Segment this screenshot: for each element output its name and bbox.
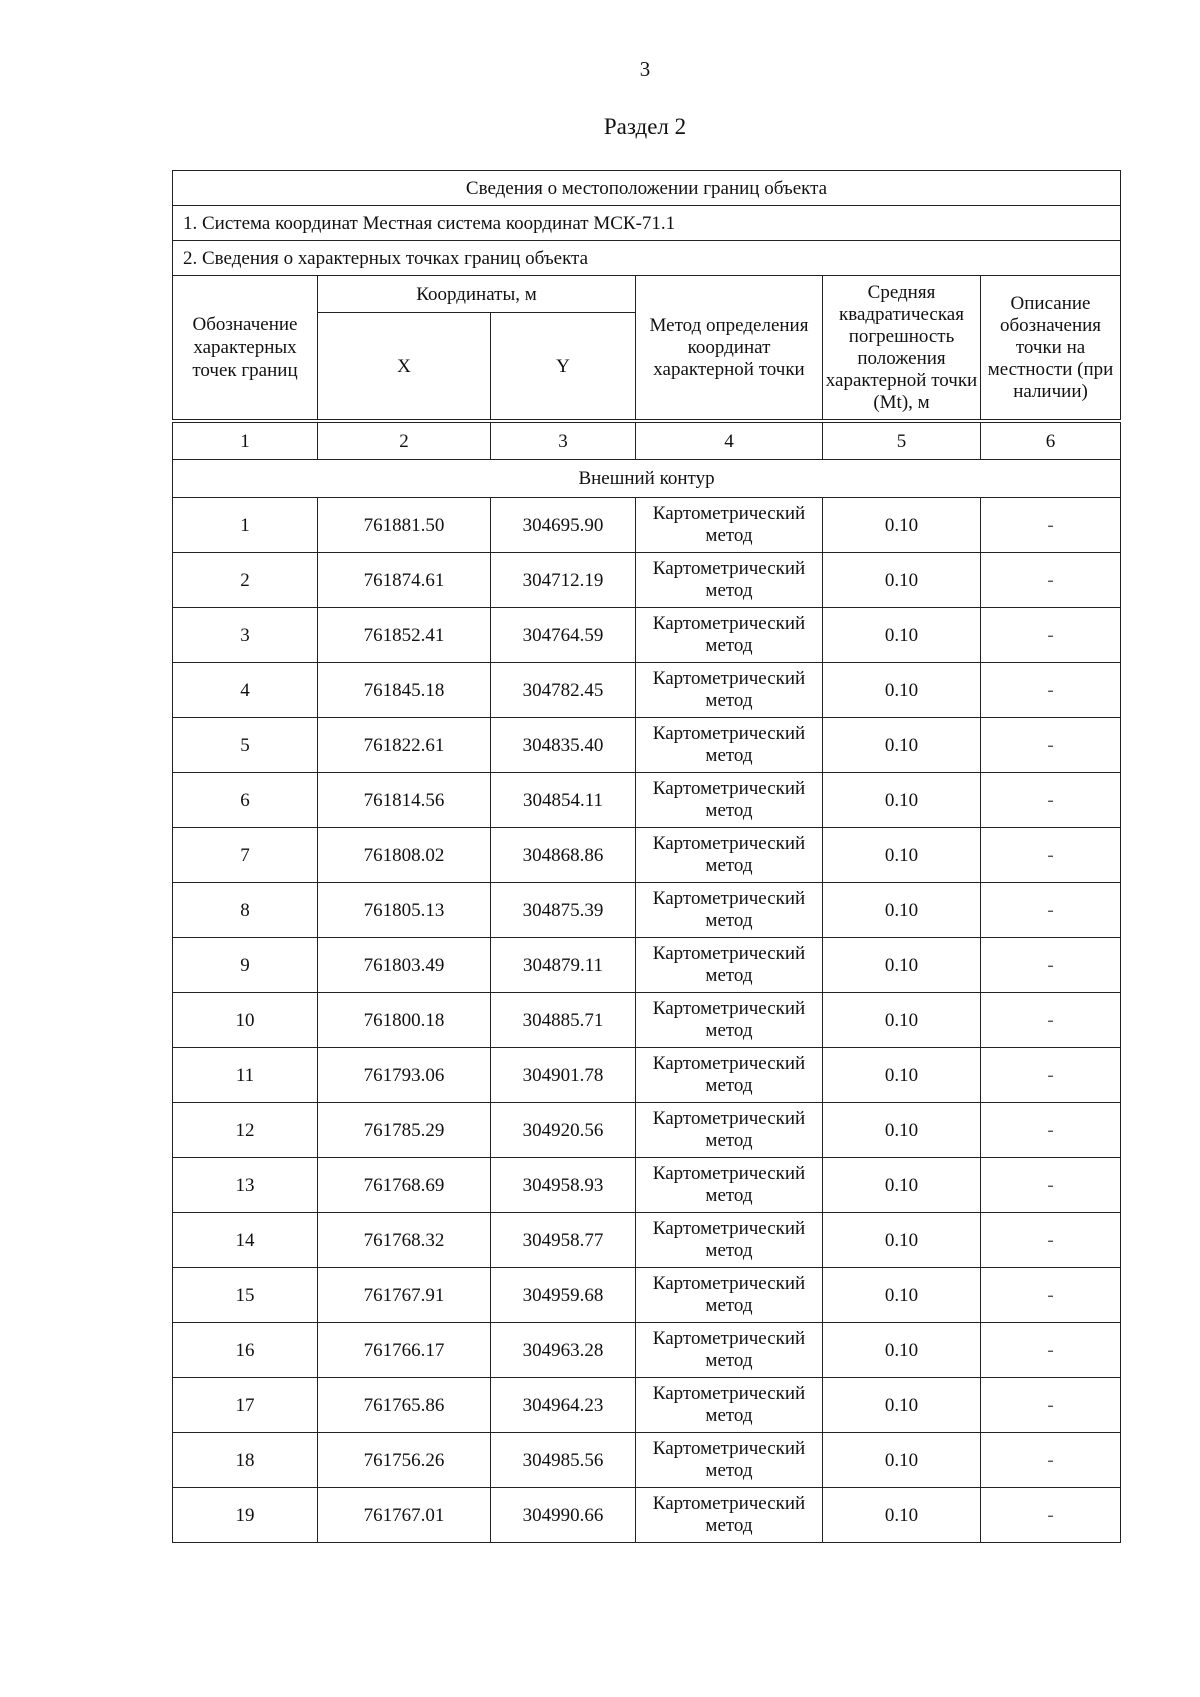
method: Картометрический метод	[636, 663, 823, 718]
coord-y: 304958.93	[491, 1158, 636, 1213]
point-number: 12	[173, 1103, 318, 1158]
header-row	[173, 276, 1121, 313]
coord-y: 304835.40	[491, 718, 636, 773]
coord-x: 761785.29	[318, 1103, 491, 1158]
method: Картометрический метод	[636, 1048, 823, 1103]
column-number: 6	[981, 421, 1121, 460]
point-number: 15	[173, 1268, 318, 1323]
header-x: X	[318, 313, 491, 422]
description: -	[981, 608, 1121, 663]
error-mt: 0.10	[823, 1158, 981, 1213]
coord-x: 761814.56	[318, 773, 491, 828]
description: -	[981, 1378, 1121, 1433]
description: -	[981, 828, 1121, 883]
header-description: Описание обозначения точки на местности (при наличии)	[981, 276, 1121, 422]
method: Картометрический метод	[636, 1158, 823, 1213]
table-row	[173, 773, 1121, 828]
coord-y: 304920.56	[491, 1103, 636, 1158]
coord-y: 304990.66	[491, 1488, 636, 1543]
section-title: Раздел 2	[603, 114, 687, 139]
description: -	[981, 883, 1121, 938]
column-number: 4	[636, 421, 823, 460]
table-row	[173, 1323, 1121, 1378]
contour-label: Внешний контур	[173, 460, 1121, 498]
coord-y: 304695.90	[491, 498, 636, 553]
header-method: Метод определения координат характерной точки	[636, 276, 823, 422]
point-number: 10	[173, 993, 318, 1048]
header-coordinates: Координаты, м	[318, 276, 636, 313]
header-point-designation: Обозначение характерных точек границ	[173, 276, 318, 422]
column-number: 5	[823, 421, 981, 460]
error-mt: 0.10	[823, 1268, 981, 1323]
coord-x: 761808.02	[318, 828, 491, 883]
coord-x: 761793.06	[318, 1048, 491, 1103]
error-mt: 0.10	[823, 663, 981, 718]
point-number: 18	[173, 1433, 318, 1488]
table-row	[173, 718, 1121, 773]
description: -	[981, 773, 1121, 828]
method: Картометрический метод	[636, 883, 823, 938]
table-row	[173, 1158, 1121, 1213]
coord-y: 304875.39	[491, 883, 636, 938]
method: Картометрический метод	[636, 1103, 823, 1158]
error-mt: 0.10	[823, 498, 981, 553]
coord-y: 304764.59	[491, 608, 636, 663]
method: Картометрический метод	[636, 773, 823, 828]
coord-y: 304985.56	[491, 1433, 636, 1488]
coord-y: 304964.23	[491, 1378, 636, 1433]
contour-row	[173, 460, 1121, 498]
description: -	[981, 1048, 1121, 1103]
coord-x: 761766.17	[318, 1323, 491, 1378]
error-mt: 0.10	[823, 883, 981, 938]
description: -	[981, 553, 1121, 608]
method: Картометрический метод	[636, 498, 823, 553]
coord-y: 304901.78	[491, 1048, 636, 1103]
method: Картометрический метод	[636, 993, 823, 1048]
coord-y: 304885.71	[491, 993, 636, 1048]
point-number: 17	[173, 1378, 318, 1433]
coord-x: 761852.41	[318, 608, 491, 663]
point-number: 8	[173, 883, 318, 938]
description: -	[981, 1488, 1121, 1543]
table-row	[173, 883, 1121, 938]
error-mt: 0.10	[823, 993, 981, 1048]
error-mt: 0.10	[823, 938, 981, 993]
method: Картометрический метод	[636, 1268, 823, 1323]
column-numbers-row	[173, 421, 1121, 460]
method: Картометрический метод	[636, 718, 823, 773]
coord-x: 761805.13	[318, 883, 491, 938]
description: -	[981, 1158, 1121, 1213]
point-number: 4	[173, 663, 318, 718]
coord-y: 304712.19	[491, 553, 636, 608]
points-heading-row	[173, 241, 1121, 276]
table-row	[173, 938, 1121, 993]
method: Картометрический метод	[636, 1213, 823, 1268]
description: -	[981, 1268, 1121, 1323]
table-row	[173, 663, 1121, 718]
error-mt: 0.10	[823, 1213, 981, 1268]
column-number: 3	[491, 421, 636, 460]
error-mt: 0.10	[823, 1378, 981, 1433]
coordinate-system: 1. Система координат Местная система координат МСК-71.1	[173, 206, 1121, 241]
description: -	[981, 993, 1121, 1048]
coord-y: 304854.11	[491, 773, 636, 828]
table-row	[173, 498, 1121, 553]
method: Картометрический метод	[636, 553, 823, 608]
coordinate-system-row	[173, 206, 1121, 241]
point-number: 14	[173, 1213, 318, 1268]
point-number: 2	[173, 553, 318, 608]
coord-x: 761768.32	[318, 1213, 491, 1268]
method: Картометрический метод	[636, 1433, 823, 1488]
table-row	[173, 1048, 1121, 1103]
coord-y: 304782.45	[491, 663, 636, 718]
method: Картометрический метод	[636, 1323, 823, 1378]
header-error: Средняя квадратическая погрешность положения характерной точки (Mt), м	[823, 276, 981, 422]
method: Картометрический метод	[636, 938, 823, 993]
table-row	[173, 993, 1121, 1048]
coord-y: 304959.68	[491, 1268, 636, 1323]
description: -	[981, 938, 1121, 993]
table-row	[173, 1268, 1121, 1323]
coord-y: 304963.28	[491, 1323, 636, 1378]
point-number: 9	[173, 938, 318, 993]
table-row	[173, 1488, 1121, 1543]
column-number: 1	[173, 421, 318, 460]
error-mt: 0.10	[823, 1433, 981, 1488]
error-mt: 0.10	[823, 553, 981, 608]
coord-x: 761800.18	[318, 993, 491, 1048]
error-mt: 0.10	[823, 828, 981, 883]
coord-x: 761765.86	[318, 1378, 491, 1433]
method: Картометрический метод	[636, 1378, 823, 1433]
point-number: 19	[173, 1488, 318, 1543]
table-row	[173, 608, 1121, 663]
coord-y: 304879.11	[491, 938, 636, 993]
error-mt: 0.10	[823, 718, 981, 773]
table-row	[173, 1213, 1121, 1268]
description: -	[981, 1323, 1121, 1378]
point-number: 11	[173, 1048, 318, 1103]
table-row	[173, 1433, 1121, 1488]
method: Картометрический метод	[636, 1488, 823, 1543]
method: Картометрический метод	[636, 828, 823, 883]
error-mt: 0.10	[823, 1048, 981, 1103]
column-number: 2	[318, 421, 491, 460]
table-row	[173, 553, 1121, 608]
header-y: Y	[491, 313, 636, 422]
table-row	[173, 828, 1121, 883]
coord-x: 761874.61	[318, 553, 491, 608]
coord-x: 761756.26	[318, 1433, 491, 1488]
coord-x: 761767.01	[318, 1488, 491, 1543]
coord-x: 761845.18	[318, 663, 491, 718]
error-mt: 0.10	[823, 608, 981, 663]
error-mt: 0.10	[823, 1103, 981, 1158]
description: -	[981, 498, 1121, 553]
error-mt: 0.10	[823, 773, 981, 828]
table-row	[173, 1378, 1121, 1433]
points-heading: 2. Сведения о характерных точках границ объекта	[173, 241, 1121, 276]
description: -	[981, 663, 1121, 718]
point-number: 16	[173, 1323, 318, 1378]
page-number: 3	[639, 57, 651, 81]
description: -	[981, 1103, 1121, 1158]
boundary-points-table	[172, 170, 1121, 1543]
point-number: 6	[173, 773, 318, 828]
point-number: 13	[173, 1158, 318, 1213]
error-mt: 0.10	[823, 1488, 981, 1543]
point-number: 1	[173, 498, 318, 553]
point-number: 7	[173, 828, 318, 883]
coord-x: 761881.50	[318, 498, 491, 553]
description: -	[981, 718, 1121, 773]
table-title-row	[173, 171, 1121, 206]
table-title: Сведения о местоположении границ объекта	[173, 171, 1121, 206]
description: -	[981, 1213, 1121, 1268]
coord-x: 761803.49	[318, 938, 491, 993]
error-mt: 0.10	[823, 1323, 981, 1378]
coord-y: 304868.86	[491, 828, 636, 883]
coord-x: 761822.61	[318, 718, 491, 773]
table-row	[173, 1103, 1121, 1158]
description: -	[981, 1433, 1121, 1488]
coord-y: 304958.77	[491, 1213, 636, 1268]
point-number: 5	[173, 718, 318, 773]
point-number: 3	[173, 608, 318, 663]
coord-x: 761768.69	[318, 1158, 491, 1213]
coord-x: 761767.91	[318, 1268, 491, 1323]
method: Картометрический метод	[636, 608, 823, 663]
